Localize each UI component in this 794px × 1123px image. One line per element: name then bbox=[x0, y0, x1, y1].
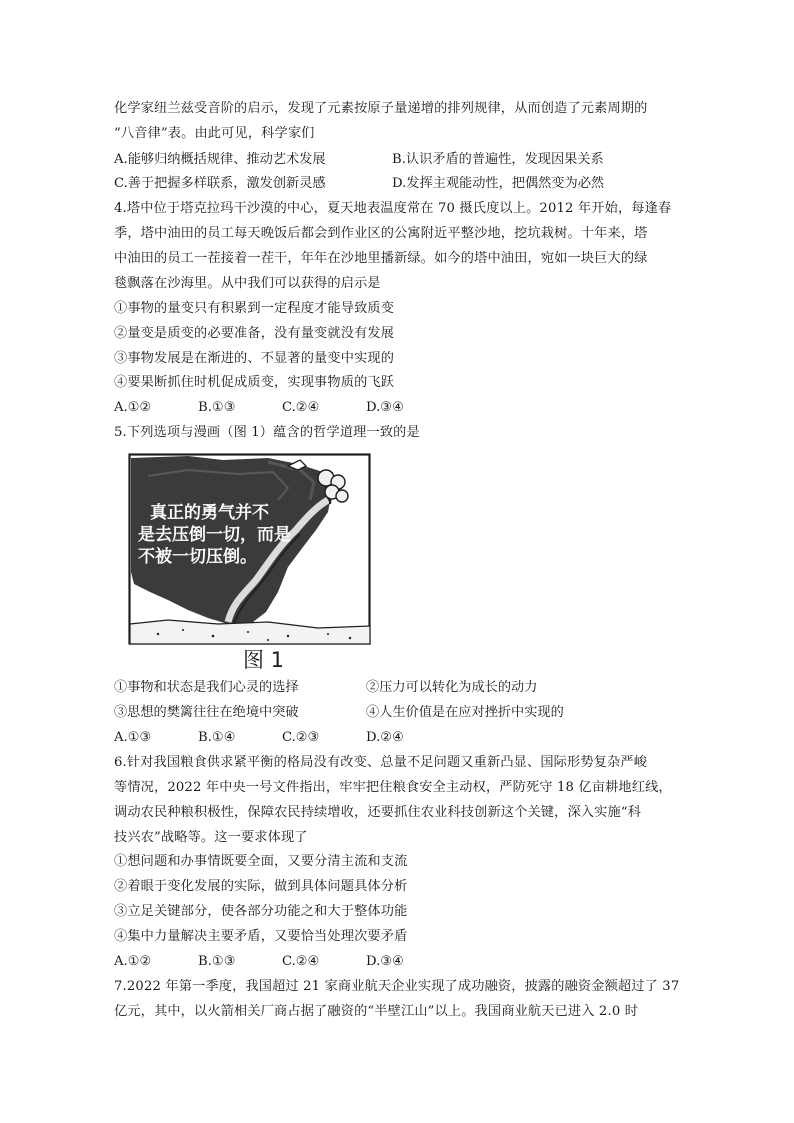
q4-stem-line-1: 4.塔中位于塔克拉玛干沙漠的中心，夏天地表温度常在 70 摄氏度以上。2012 年开始，每逢春 bbox=[114, 201, 672, 216]
q6-options bbox=[114, 953, 450, 971]
q3-option-b: B.认识矛盾的普遍性，发现因果关系 bbox=[392, 152, 604, 167]
q4-options bbox=[114, 399, 450, 417]
q4-statement-4: ④要果断抓住时机促成质变，实现事物质的飞跃 bbox=[114, 375, 395, 390]
q6-option-c: C.②④ bbox=[282, 954, 320, 969]
q5-stem-line-1: 5.下列选项与漫画（图 1）蕴含的哲学道理一致的是 bbox=[114, 425, 420, 440]
q5-statements-row-1 bbox=[114, 679, 618, 697]
q5-options bbox=[114, 729, 450, 747]
q5-option-a: A.①③ bbox=[114, 730, 152, 745]
q7-stem-line-2: 亿元，其中，以火箭相关厂商占据了融资的“半壁江山”以上。我国商业航天已进入 2.0 时 bbox=[114, 1004, 639, 1019]
q7-stem-line-1: 7.2022 年第一季度，我国超过 21 家商业航天企业实现了成功融资，披露的融资金额超过了 37 bbox=[114, 979, 680, 994]
q5-statement-1: ①事物和状态是我们心灵的选择 bbox=[114, 680, 299, 695]
q4-stem-line-2: 季，塔中油田的员工每天晚饭后都会到作业区的公寓附近平整沙地，挖坑栽树。十年来，塔 bbox=[114, 226, 648, 241]
q5-option-b: B.①④ bbox=[198, 730, 236, 745]
q3-stem-line-1: 化学家纽兰兹受音阶的启示，发现了元素按原子量递增的排列规律，从而创造了元素周期的 bbox=[114, 101, 648, 116]
q5-option-d: D.②④ bbox=[366, 730, 404, 745]
q4-stem-line-3: 中油田的员工一茬接着一茬干，年年在沙地里播新绿。如今的塔中油田，宛如一块巨大的绿 bbox=[114, 251, 648, 266]
cartoon-drawing bbox=[128, 452, 372, 646]
cartoon-text-line-3: 不被一切压倒。 bbox=[138, 547, 257, 567]
q5-statement-2: ②压力可以转化为成长的动力 bbox=[366, 680, 538, 695]
q4-option-a: A.①② bbox=[114, 400, 152, 415]
q5-statement-3: ③思想的樊篱往往在绝境中突破 bbox=[114, 705, 299, 720]
q3-options-row-2 bbox=[114, 175, 670, 193]
q3-stem-line-2: “八音律”表。由此可见，科学家们 bbox=[114, 126, 315, 141]
q3-option-d: D.发挥主观能动性，把偶然变为必然 bbox=[392, 176, 605, 191]
q6-stem-line-1: 6.针对我国粮食供求紧平衡的格局没有改变、总量不足问题又重新凸显、国际形势复杂严峻 bbox=[114, 755, 648, 770]
q6-stem-line-2: 等情况，2022 年中央一号文件指出，牢牢把住粮食安全主动权，严防死守 18 亿亩耕地红线， bbox=[114, 780, 672, 795]
q6-option-a: A.①② bbox=[114, 954, 152, 969]
cartoon-text-line-1: 真正的勇气并不 bbox=[150, 503, 269, 523]
q5-option-c: C.②③ bbox=[282, 730, 320, 745]
q4-statement-2: ②量变是质变的必要准备，没有量变就没有发展 bbox=[114, 326, 395, 341]
q6-statement-2: ②着眼于变化发展的实际，做到具体问题具体分析 bbox=[114, 879, 408, 894]
q6-stem-line-4: 技兴农”战略等。这一要求体现了 bbox=[114, 830, 308, 845]
cartoon-figure bbox=[128, 452, 372, 646]
q3-option-a: A.能够归纳概括规律、推动艺术发展 bbox=[114, 152, 326, 167]
q6-option-b: B.①③ bbox=[198, 954, 236, 969]
q4-statement-1: ①事物的量变只有积累到一定程度才能导致质变 bbox=[114, 301, 395, 316]
cartoon-text-line-2: 是去压倒一切，而是 bbox=[138, 525, 291, 545]
q6-statement-4: ④集中力量解决主要矛盾，又要恰当处理次要矛盾 bbox=[114, 929, 408, 944]
q4-stem-line-4: 毯飘落在沙海里。从中我们可以获得的启示是 bbox=[114, 276, 381, 291]
q4-option-c: C.②④ bbox=[282, 400, 320, 415]
q6-statement-3: ③立足关键部分，使各部分功能之和大于整体功能 bbox=[114, 904, 408, 919]
q6-stem-line-3: 调动农民种粮积极性，保障农民持续增收，还要抓住农业科技创新这个关键，深入实施“科 bbox=[114, 805, 642, 820]
q5-statements-row-2 bbox=[114, 704, 618, 722]
q6-statement-1: ①想问题和办事情既要全面，又要分清主流和支流 bbox=[114, 854, 408, 869]
figure-caption: 图 1 bbox=[243, 648, 285, 672]
q4-statement-3: ③事物发展是在渐进的、不显著的量变中实现的 bbox=[114, 351, 395, 366]
q4-option-d: D.③④ bbox=[366, 400, 404, 415]
q6-option-d: D.③④ bbox=[366, 954, 404, 969]
q3-options-row-1 bbox=[114, 151, 670, 169]
q4-option-b: B.①③ bbox=[198, 400, 236, 415]
q3-option-c: C.善于把握多样联系，激发创新灵感 bbox=[114, 176, 326, 191]
q5-statement-4: ④人生价值是在应对挫折中实现的 bbox=[366, 705, 564, 720]
